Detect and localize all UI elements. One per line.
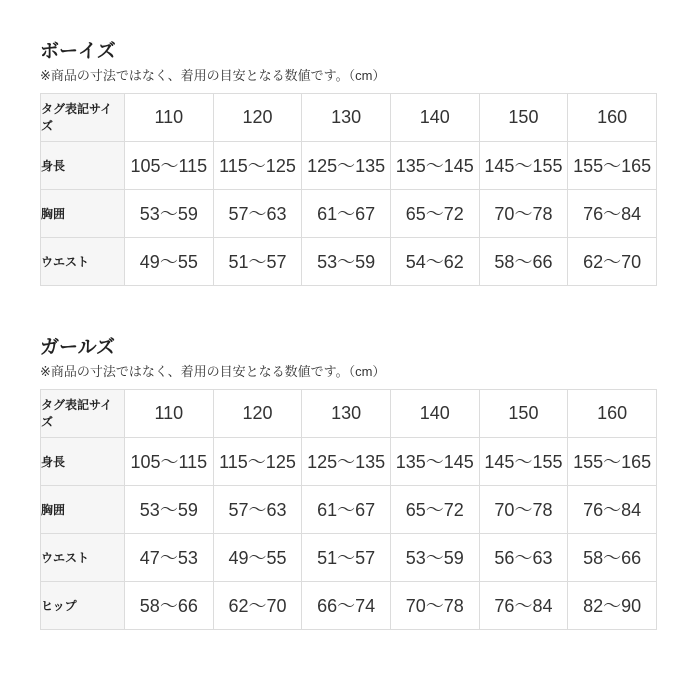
girls-chest-value: 57〜63 <box>213 485 302 533</box>
girls-height-value: 145〜155 <box>479 437 568 485</box>
boys-height-value: 105〜115 <box>125 141 214 189</box>
girls-height-value: 155〜165 <box>568 437 657 485</box>
girls-hip-value: 62〜70 <box>213 581 302 629</box>
boys-chest-value: 61〜67 <box>302 189 391 237</box>
girls-row-label-chest: 胸囲 <box>41 485 125 533</box>
girls-size-120: 120 <box>213 389 302 437</box>
girls-hip-value: 70〜78 <box>390 581 479 629</box>
boys-chest-value: 70〜78 <box>479 189 568 237</box>
girls-waist-value: 47〜53 <box>125 533 214 581</box>
girls-height-value: 115〜125 <box>213 437 302 485</box>
girls-waist-row <box>41 533 657 581</box>
girls-height-value: 135〜145 <box>390 437 479 485</box>
boys-row-label-height: 身長 <box>41 141 125 189</box>
boys-size-160: 160 <box>568 93 657 141</box>
girls-size-header-row <box>41 389 657 437</box>
girls-row-label-tag-size: タグ表記サイズ <box>41 389 125 437</box>
boys-size-header-row <box>41 93 657 141</box>
girls-size-110: 110 <box>125 389 214 437</box>
boys-size-table <box>40 93 657 286</box>
girls-row-label-height: 身長 <box>41 437 125 485</box>
boys-section-title: ボーイズ <box>40 41 116 62</box>
boys-height-value: 135〜145 <box>390 141 479 189</box>
girls-size-150: 150 <box>479 389 568 437</box>
girls-waist-value: 58〜66 <box>568 533 657 581</box>
boys-height-row <box>41 141 657 189</box>
boys-row-label-tag-size: タグ表記サイズ <box>41 93 125 141</box>
boys-waist-value: 62〜70 <box>568 237 657 285</box>
boys-chest-value: 53〜59 <box>125 189 214 237</box>
boys-size-140: 140 <box>390 93 479 141</box>
boys-waist-value: 58〜66 <box>479 237 568 285</box>
girls-row-label-waist: ウエスト <box>41 533 125 581</box>
boys-height-value: 125〜135 <box>302 141 391 189</box>
boys-section-note: ※商品の寸法ではなく、着用の目安となる数値です。（cm） <box>40 67 386 83</box>
girls-hip-value: 58〜66 <box>125 581 214 629</box>
girls-hip-value: 76〜84 <box>479 581 568 629</box>
boys-chest-row <box>41 189 657 237</box>
girls-chest-value: 61〜67 <box>302 485 391 533</box>
girls-size-table <box>40 389 657 630</box>
girls-size-160: 160 <box>568 389 657 437</box>
girls-size-140: 140 <box>390 389 479 437</box>
girls-height-value: 105〜115 <box>125 437 214 485</box>
boys-chest-value: 57〜63 <box>213 189 302 237</box>
boys-waist-value: 49〜55 <box>125 237 214 285</box>
girls-waist-value: 51〜57 <box>302 533 391 581</box>
boys-size-120: 120 <box>213 93 302 141</box>
girls-waist-value: 53〜59 <box>390 533 479 581</box>
girls-chest-value: 76〜84 <box>568 485 657 533</box>
girls-row-label-hip: ヒップ <box>41 581 125 629</box>
girls-section-title: ガールズ <box>40 336 116 358</box>
girls-size-130: 130 <box>302 389 391 437</box>
girls-height-row <box>41 437 657 485</box>
boys-waist-value: 54〜62 <box>390 237 479 285</box>
boys-section <box>40 40 657 286</box>
girls-section <box>40 336 657 630</box>
girls-chest-value: 65〜72 <box>390 485 479 533</box>
girls-chest-value: 70〜78 <box>479 485 568 533</box>
girls-hip-row <box>41 581 657 629</box>
boys-size-130: 130 <box>302 93 391 141</box>
boys-waist-value: 51〜57 <box>213 237 302 285</box>
girls-hip-value: 82〜90 <box>568 581 657 629</box>
girls-waist-value: 49〜55 <box>213 533 302 581</box>
girls-chest-value: 53〜59 <box>125 485 214 533</box>
boys-row-label-waist: ウエスト <box>41 237 125 285</box>
boys-height-value: 155〜165 <box>568 141 657 189</box>
boys-size-150: 150 <box>479 93 568 141</box>
girls-hip-value: 66〜74 <box>302 581 391 629</box>
girls-chest-row <box>41 485 657 533</box>
girls-section-note: ※商品の寸法ではなく、着用の目安となる数値です。（cm） <box>40 363 386 379</box>
boys-chest-value: 76〜84 <box>568 189 657 237</box>
boys-height-value: 115〜125 <box>213 141 302 189</box>
boys-waist-value: 53〜59 <box>302 237 391 285</box>
girls-waist-value: 56〜63 <box>479 533 568 581</box>
boys-row-label-chest: 胸囲 <box>41 189 125 237</box>
girls-height-value: 125〜135 <box>302 437 391 485</box>
boys-chest-value: 65〜72 <box>390 189 479 237</box>
boys-size-110: 110 <box>125 93 214 141</box>
boys-height-value: 145〜155 <box>479 141 568 189</box>
boys-waist-row <box>41 237 657 285</box>
